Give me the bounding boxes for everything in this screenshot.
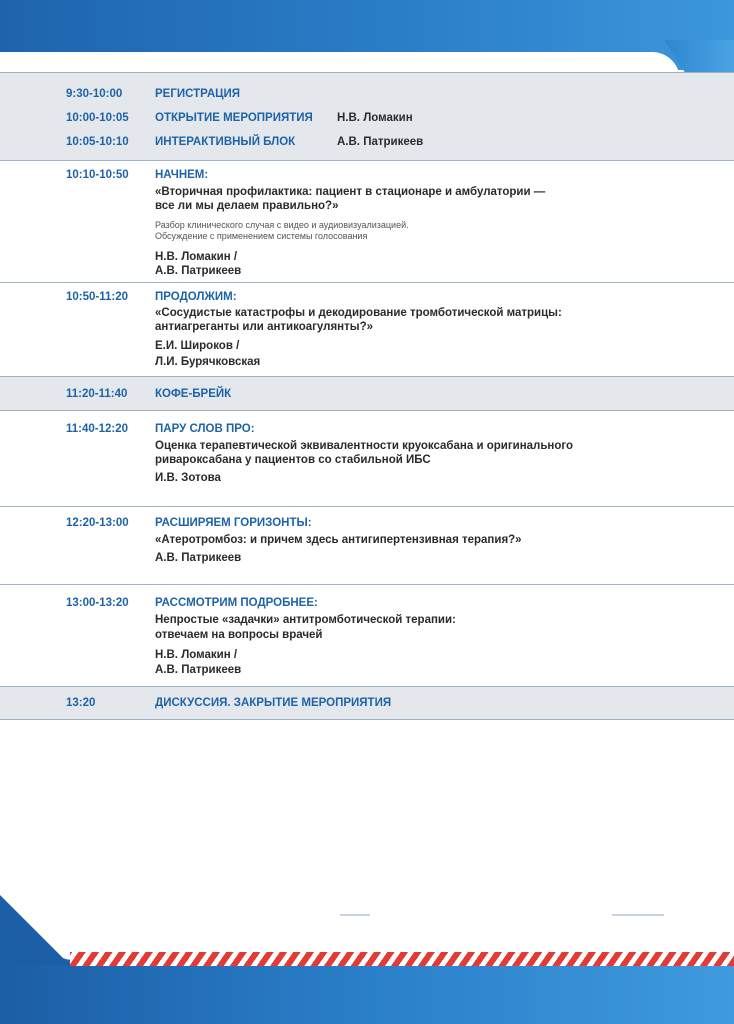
title-session-5: РАССМОТРИМ ПОДРОБНЕЕ: xyxy=(155,597,318,609)
talk-session-1-line2: все ли мы делаем правильно?» xyxy=(155,200,339,212)
footer-white-curve xyxy=(40,900,734,960)
talk-session-3-line1: Оценка терапевтической эквивалентности круоксабана и оригинального xyxy=(155,440,574,452)
time-closing: 13:20 xyxy=(66,697,96,709)
block-session-1 xyxy=(0,160,734,283)
block-opening xyxy=(0,72,734,161)
time-session-2: 10:50-11:20 xyxy=(66,291,129,303)
title-session-2: ПРОДОЛЖИМ: xyxy=(155,291,237,303)
footer-mark-right xyxy=(612,914,664,916)
talk-session-5-line2: отвечаем на вопросы врачей xyxy=(155,629,323,641)
title-registration: РЕГИСТРАЦИЯ xyxy=(155,88,241,100)
block-session-5 xyxy=(0,584,734,687)
time-session-3: 11:40-12:20 xyxy=(66,423,129,435)
footer-mark-left xyxy=(340,914,370,916)
title-opening: ОТКРЫТИЕ МЕРОПРИЯТИЯ xyxy=(155,112,313,124)
title-session-4: РАСШИРЯЕМ ГОРИЗОНТЫ: xyxy=(155,517,312,529)
block-coffee-break xyxy=(0,376,734,411)
title-session-1: НАЧНЕМ: xyxy=(155,169,209,181)
time-session-1: 10:10-10:50 xyxy=(66,169,129,181)
time-interactive: 10:05-10:10 xyxy=(66,136,129,148)
note-session-1-line1: Разбор клинического случая с видео и аудиовизуализацией. xyxy=(155,220,409,230)
speaker-session-4: А.В. Патрикеев xyxy=(155,552,242,564)
speaker-opening: Н.В. Ломакин xyxy=(337,112,413,124)
time-coffee-break: 11:20-11:40 xyxy=(66,388,128,400)
talk-session-3-line2: ривароксабана у пациентов со стабильной ИБС xyxy=(155,454,431,466)
speaker-session-3: И.В. Зотова xyxy=(155,472,221,484)
block-closing xyxy=(0,686,734,720)
time-opening: 10:00-10:05 xyxy=(66,112,129,124)
speaker-session-1-line2: А.В. Патрикеев xyxy=(155,265,242,277)
title-interactive: ИНТЕРАКТИВНЫЙ БЛОК xyxy=(155,136,296,148)
speaker-session-1-line1: Н.В. Ломакин / xyxy=(155,251,238,263)
talk-session-1-line1: «Вторичная профилактика: пациент в стационаре и амбулатории — xyxy=(155,186,546,198)
title-coffee-break: КОФЕ-БРЕЙК xyxy=(155,388,232,400)
speaker-session-5-line2: А.В. Патрикеев xyxy=(155,664,242,676)
talk-session-5-line1: Непростые «задачки» антитромботической терапии: xyxy=(155,614,456,626)
time-session-5: 13:00-13:20 xyxy=(66,597,129,609)
speaker-session-2-line2: Л.И. Бурячковская xyxy=(155,356,261,368)
note-session-1-line2: Обсуждение с применением системы голосования xyxy=(155,231,368,241)
talk-session-2-line1: «Сосудистые катастрофы и декодирование тромботической матрицы: xyxy=(155,307,562,319)
footer-red-stripes xyxy=(70,952,734,966)
title-closing: ДИСКУССИЯ. ЗАКРЫТИЕ МЕРОПРИЯТИЯ xyxy=(155,697,392,709)
block-session-3 xyxy=(0,410,734,507)
block-session-4 xyxy=(0,506,734,585)
speaker-session-2-line1: Е.И. Широков / xyxy=(155,340,240,352)
time-registration: 9:30-10:00 xyxy=(66,88,123,100)
block-session-2 xyxy=(0,282,734,377)
title-session-3: ПАРУ СЛОВ ПРО: xyxy=(155,423,255,435)
talk-session-4: «Атеротромбоз: и причем здесь антигипертензивная терапия?» xyxy=(155,534,522,546)
speaker-interactive: А.В. Патрикеев xyxy=(337,136,424,148)
speaker-session-5-line1: Н.В. Ломакин / xyxy=(155,649,238,661)
time-session-4: 12:20-13:00 xyxy=(66,517,129,529)
talk-session-2-line2: антиагреганты или антикоагулянты?» xyxy=(155,321,374,333)
